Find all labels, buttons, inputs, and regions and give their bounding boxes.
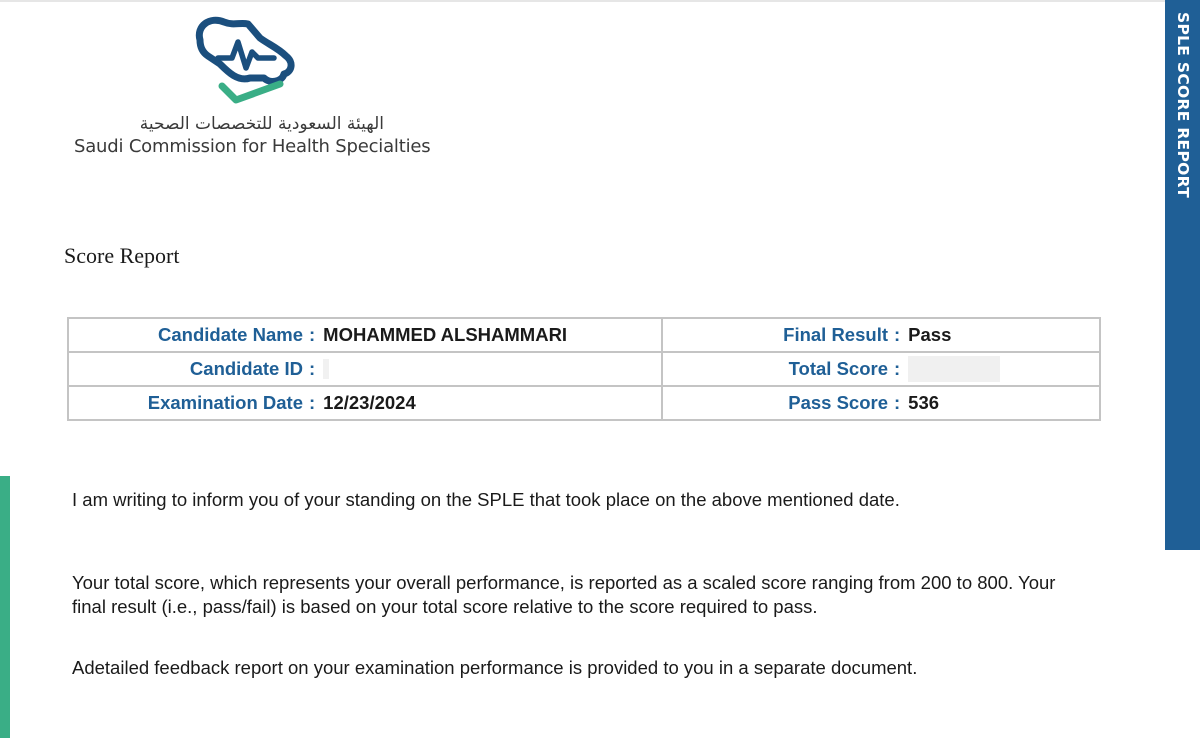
total-score-cell	[662, 352, 1100, 386]
candidate-name-value: MOHAMMED ALSHAMMARI	[323, 324, 568, 345]
pass-score-value: 536	[908, 392, 940, 413]
candidate-name-label: Candidate Name	[158, 324, 303, 345]
final-result-label: Final Result	[783, 324, 888, 345]
table-row	[68, 352, 1100, 386]
final-result-cell	[662, 318, 1100, 352]
colon: :	[309, 392, 316, 413]
exam-date-label: Examination Date	[147, 392, 303, 413]
report-title: Score Report	[64, 243, 180, 268]
side-report-tab-label: SPLE SCORE REPORT	[1174, 12, 1192, 198]
total-score-redaction	[908, 356, 1000, 382]
pass-score-label: Pass Score	[788, 392, 888, 413]
table-row	[68, 318, 1100, 352]
candidate-id-redaction	[323, 359, 329, 379]
exam-date-value: 12/23/2024	[323, 392, 416, 413]
candidate-name-cell	[68, 318, 662, 352]
colon: :	[309, 358, 316, 379]
pass-score-cell	[662, 386, 1100, 420]
organization-header	[74, 12, 434, 172]
score-explanation-paragraph: Your total score, which represents your overall performance, is reported as a scaled score ranging from 200 to 800. Your final result (i.e., pass/fail) is based on your total score relative to the score required to pass.	[72, 572, 1056, 617]
scfhs-logo-icon	[188, 12, 300, 108]
top-border-line	[0, 0, 1165, 2]
candidate-id-label: Candidate ID	[189, 358, 303, 379]
exam-date-cell	[68, 386, 662, 420]
feedback-paragraph: Adetailed feedback report on your examination performance is provided to you in a separate document.	[72, 657, 918, 678]
organization-name-english: Saudi Commission for Health Specialties	[74, 136, 431, 157]
colon: :	[894, 392, 901, 413]
total-score-label: Total Score	[788, 358, 888, 379]
candidate-id-cell	[68, 352, 662, 386]
organization-name-arabic: الهيئة السعودية للتخصصات الصحية	[139, 114, 384, 134]
colon: :	[309, 324, 316, 345]
colon: :	[894, 324, 901, 345]
intro-paragraph: I am writing to inform you of your standing on the SPLE that took place on the above mentioned date.	[72, 489, 900, 510]
candidate-info-table	[67, 317, 1101, 421]
left-accent-bar	[0, 476, 10, 738]
table-row	[68, 386, 1100, 420]
final-result-value: Pass	[908, 324, 952, 345]
colon: :	[894, 358, 901, 379]
